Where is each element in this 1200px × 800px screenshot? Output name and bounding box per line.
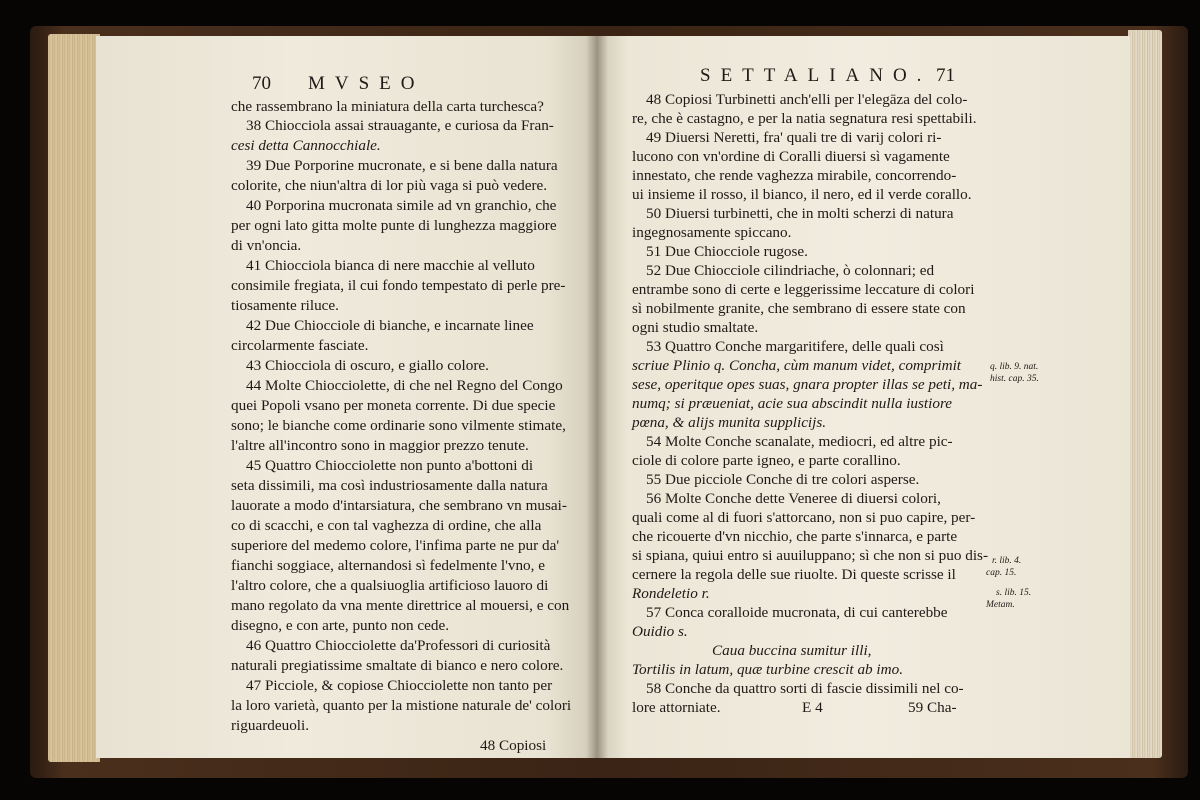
text-line: ogni studio smaltate. — [632, 319, 759, 336]
verse-line: Tortilis in latum, quæ turbine crescit ab imo. — [632, 661, 904, 678]
text-line: Ouidio s. — [632, 623, 688, 640]
margin-note: cap. 15. — [986, 568, 1017, 578]
right-page — [596, 36, 1130, 758]
text-line: l'altre all'incontro sono in maggior prezzo tenute. — [231, 437, 529, 454]
text-line: quali come al di fuori s'attorcano, non si puo capire, per- — [632, 509, 976, 526]
text-line: superiore del medemo colore, l'infima parte ne pur da' — [231, 537, 560, 554]
text-line: tiosamente riluce. — [231, 297, 339, 314]
text-line: per ogni lato gitta molte punte di lunghezza maggiore — [231, 217, 557, 234]
text-line: fianchi soggiace, alternandosi sì fedelmente l'vno, e — [231, 557, 545, 574]
text-line: 47 Picciole, & copiose Chiocciolette non tanto per — [246, 677, 553, 694]
right-running-head: SETTALIANO. — [700, 65, 932, 86]
text-line: ciole di colore parte igneo, e parte corallino. — [632, 452, 901, 469]
text-line: mano regolato da vna mente direttrice al mouersi, e con — [231, 597, 570, 614]
text-line: 49 Diuersi Neretti, fra' quali tre di varij colori ri- — [646, 129, 942, 146]
text-line: riguardeuoli. — [231, 717, 310, 734]
text-line: consimile fregiata, il cui fondo tempestato di perle pre- — [231, 277, 566, 294]
text-line: la loro varietà, quanto per la mistione naturale de' colori — [231, 697, 572, 714]
text-line: scriue Plinio q. Concha, cùm manum videt, comprimit — [632, 357, 962, 374]
text-line: 38 Chiocciola assai strauagante, e curiosa da Fran- — [246, 117, 554, 134]
text-line: quei Popoli vsano per moneta corrente. Di due specie — [231, 397, 556, 414]
text-line: 44 Molte Chiocciolette, di che nel Regno del Congo — [246, 377, 563, 394]
text-line: lucono con vn'ordine di Coralli diuersi sì vagamente — [632, 148, 950, 165]
text-line: 52 Due Chiocciole cilindriache, ò colonnari; ed — [646, 262, 935, 279]
text-line: disegno, e con arte, punto non cede. — [231, 617, 450, 634]
text-line: 56 Molte Conche dette Veneree di diuersi colori, — [646, 490, 941, 507]
text-line: innestato, che rende vaghezza mirabile, concorrendo- — [632, 167, 957, 184]
signature-mark: E 4 — [802, 699, 823, 716]
left-page-number: 70 — [252, 73, 271, 94]
left-page-edges — [48, 34, 100, 762]
right-page-edges — [1128, 30, 1162, 758]
text-line: 39 Due Porporine mucronate, e si bene dalla natura — [246, 157, 558, 174]
text-line: numq; si præueniat, acie sua abscindit nulla iustiore — [632, 395, 953, 412]
text-line: colorite, che niun'altra di lor più vaga si può vedere. — [231, 177, 548, 194]
text-line: 46 Quattro Chiocciolette da'Professori di curiosità — [246, 637, 551, 654]
text-line: sese, operitque opes suas, gnara propter illas se peti, ma- — [632, 376, 983, 393]
text-line: 51 Due Chiocciole rugose. — [646, 243, 808, 260]
text-line: 48 Copiosi Turbinetti anch'elli per l'elegāza del colo- — [646, 91, 968, 108]
text-line: l'altro colore, che a qualsiuoglia artificioso lauoro di — [231, 577, 549, 594]
text-line: 41 Chiocciola bianca di nere macchie al velluto — [246, 257, 535, 274]
text-line: seta dissimili, ma così industriosamente dalla natura — [231, 477, 548, 494]
text-line: 55 Due picciole Conche di tre colori asperse. — [646, 471, 920, 488]
text-line: naturali pregiatissime smaltate di bianco e nero colore. — [231, 657, 564, 674]
text-line: che ricouerte d'vn nicchio, che parte s'innarca, e parte — [632, 528, 958, 545]
text-line: 54 Molte Conche scanalate, mediocri, ed altre pic- — [646, 433, 953, 450]
text-line: di vn'oncia. — [231, 237, 302, 254]
margin-note: Metam. — [986, 600, 1015, 610]
left-running-head: MVSEO — [308, 73, 425, 94]
margin-note: s. lib. 15. — [996, 588, 1032, 598]
text-line: lauorate a modo d'intarsiatura, che sembrano vn musai- — [231, 497, 567, 514]
text-line: lore attorniate. — [632, 699, 721, 716]
left-page — [96, 36, 596, 758]
text-line: co di scacchi, e con tal vaghezza di ordine, che alla — [231, 517, 542, 534]
catchword: 59 Cha- — [908, 699, 957, 716]
catchword: 48 Copiosi — [480, 737, 547, 754]
right-page-number: 71 — [936, 65, 955, 86]
book-gutter — [586, 36, 608, 758]
text-line: cesi detta Cannocchiale. — [231, 137, 381, 154]
text-line: 45 Quattro Chiocciolette non punto a'bottoni di — [246, 457, 534, 474]
text-line: pœna, & alijs munita supplicijs. — [632, 414, 827, 431]
text-line: 58 Conche da quattro sorti di fascie dissimili nel co- — [646, 680, 964, 697]
text-line: 42 Due Chiocciole di bianche, e incarnate linee — [246, 317, 534, 334]
margin-note: q. lib. 9. nat. — [990, 362, 1039, 372]
text-line: circolarmente fasciate. — [231, 337, 369, 354]
text-line: sì nobilmente granite, che sembrano di essere state con — [632, 300, 966, 317]
text-line: 40 Porporina mucronata simile ad vn granchio, che — [246, 197, 557, 214]
text-line: 43 Chiocciola di oscuro, e giallo colore. — [246, 357, 489, 374]
text-line: ingegnosamente spiccano. — [632, 224, 792, 241]
text-line: entrambe sono di certe e leggerissime leccature di colori — [632, 281, 975, 298]
text-line: re, che è castagno, e per la natia segnatura resi spettabili. — [632, 110, 977, 127]
text-line: 50 Diuersi turbinetti, che in molti scherzi di natura — [646, 205, 954, 222]
text-line: ui insieme il rosso, il bianco, il nero, ed il verde corallo. — [632, 186, 972, 203]
verse-line: Caua buccina sumitur illi, — [712, 642, 872, 659]
text-line: si spiana, quiui entro si auuiluppano; sì che non si puo dis- — [632, 547, 989, 564]
text-line: 57 Conca coralloide mucronata, di cui canterebbe — [646, 604, 948, 621]
margin-note: r. lib. 4. — [992, 556, 1022, 566]
text-line: cernere la regola delle sue riuolte. Di queste scrisse il — [632, 566, 956, 583]
text-line: che rassembrano la miniatura della carta turchesca? — [231, 98, 544, 115]
text-line: 53 Quattro Conche margaritifere, delle quali così — [646, 338, 944, 355]
text-line: sono; le bianche come ordinarie sono vilmente stimate, — [231, 417, 566, 434]
text-line: Rondeletio r. — [632, 585, 710, 602]
margin-note: hist. cap. 35. — [990, 374, 1039, 384]
